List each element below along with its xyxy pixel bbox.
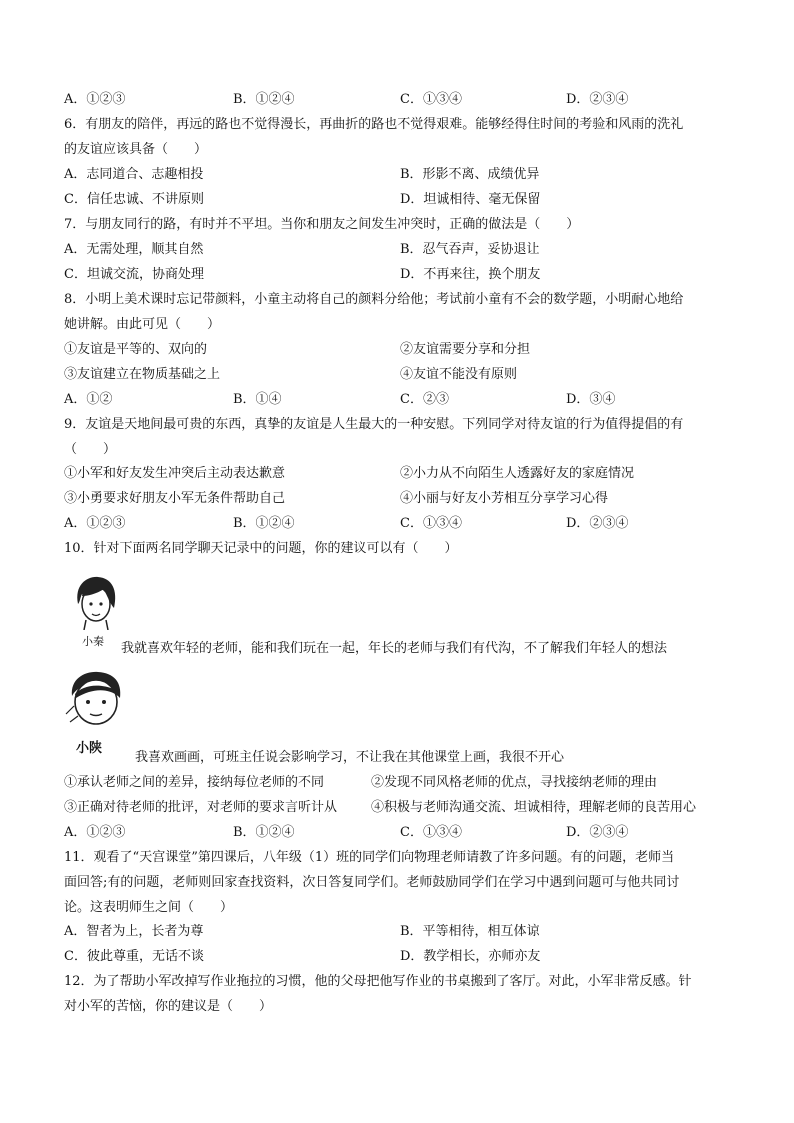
q11-option-d: D．教学相长，亦师亦友: [400, 949, 541, 964]
q7-option-a: A．无需处理，顺其自然: [64, 242, 204, 257]
q11-stem-line1: 11．观看了“天宫课堂”第四课后，八年级（1）班的同学们向物理老师请教了许多问题。有的问题，老师当: [64, 850, 675, 865]
q9-item-3: ③小勇要求好朋友小军无条件帮助自己: [64, 491, 286, 506]
prev-option-a: A．①②③: [64, 92, 126, 107]
girl-avatar-icon: [70, 574, 120, 630]
q7-option-b: B．忍气吞声，妥协退让: [400, 242, 540, 257]
q6-stem-line2: 的友谊应该具备（ ）: [64, 142, 208, 157]
speaker-name-xiaoshan: 小陕: [76, 741, 103, 756]
boy-avatar-icon: [62, 670, 130, 732]
q8-option-b: B．①④: [233, 392, 282, 407]
q8-item-1: ①友谊是平等的、双向的: [64, 342, 208, 357]
q11-option-b: B．平等相待，相互体谅: [400, 924, 540, 939]
q11-stem-line3: 论。这表明师生之间（ ）: [64, 900, 234, 915]
q8-item-4: ④友谊不能没有原则: [400, 367, 518, 382]
q8-stem-line1: 8．小明上美术课时忘记带颜料，小童主动将自己的颜料分给他；考试前小童有不会的数学题，小明耐心地给: [64, 292, 684, 307]
q11-option-c: C．彼此尊重，无话不谈: [64, 949, 204, 964]
q9-option-b: B．①②④: [233, 516, 295, 531]
q8-option-c: C．②③: [400, 392, 449, 407]
q10-option-d: D．②③④: [566, 825, 629, 840]
q7-stem: 7．与朋友同行的路，有时并不平坦。当你和朋友之间发生冲突时，正确的做法是（ ）: [64, 217, 580, 232]
q6-option-c: C．信任忠诚、不讲原则: [64, 192, 204, 207]
speaker-name-xiaoqin: 小秦: [82, 635, 104, 648]
chat-message-xiaoshan: 我喜欢画画，可班主任说会影响学习，不让我在其他课堂上画，我很不开心: [135, 750, 565, 765]
q9-stem-line1: 9．友谊是天地间最可贵的东西，真挚的友谊是人生最大的一种安慰。下列同学对待友谊的行为值得提倡的有: [64, 417, 684, 432]
q10-stem: 10．针对下面两名同学聊天记录中的问题，你的建议可以有（ ）: [64, 541, 458, 556]
q9-option-c: C．①③④: [400, 516, 462, 531]
q9-item-2: ②小力从不向陌生人透露好友的家庭情况: [400, 466, 635, 481]
q9-option-a: A．①②③: [64, 516, 126, 531]
prev-option-c: C．①③④: [400, 92, 462, 107]
q7-option-c: C．坦诚交流，协商处理: [64, 267, 204, 282]
q6-stem-line1: 6．有朋友的陪伴，再远的路也不觉得漫长，再曲折的路也不觉得艰难。能够经得住时间的考验和风雨的洗礼: [64, 117, 684, 132]
prev-option-b: B．①②④: [233, 92, 295, 107]
q9-item-1: ①小军和好友发生冲突后主动表达歉意: [64, 466, 286, 481]
q12-stem-line2: 对小军的苦恼，你的建议是（ ）: [64, 999, 273, 1014]
q10-item-1: ①承认老师之间的差异，接纳每位老师的不同: [64, 775, 325, 790]
q10-item-4: ④积极与老师沟通交流、坦诚相待，理解老师的良苦用心: [371, 800, 697, 815]
q12-stem-line1: 12．为了帮助小军改掉写作业拖拉的习惯，他的父母把他写作业的书桌搬到了客厅。对此，小军非常反感。针: [64, 974, 692, 989]
q7-option-d: D．不再来往，换个朋友: [400, 267, 541, 282]
q11-stem-line2: 面回答;有的问题，老师则回家查找资料，次日答复同学们。老师鼓励同学们在学习中遇到问题可与他共同讨: [64, 875, 680, 890]
q10-item-3: ③正确对待老师的批评，对老师的要求言听计从: [64, 800, 338, 815]
q8-option-d: D．③④: [566, 392, 616, 407]
q6-option-d: D．坦诚相待、毫无保留: [400, 192, 541, 207]
q8-item-2: ②友谊需要分享和分担: [400, 342, 531, 357]
q10-option-b: B．①②④: [233, 825, 295, 840]
q10-option-a: A．①②③: [64, 825, 126, 840]
q8-option-a: A．①②: [64, 392, 113, 407]
q9-item-4: ④小丽与好友小芳相互分享学习心得: [400, 491, 609, 506]
q8-item-3: ③友谊建立在物质基础之上: [64, 367, 221, 382]
q10-item-2: ②发现不同风格老师的优点，寻找接纳老师的理由: [371, 775, 658, 790]
q11-option-a: A．智者为上，长者为尊: [64, 924, 204, 939]
q6-option-a: A．志同道合、志趣相投: [64, 167, 204, 182]
q9-option-d: D．②③④: [566, 516, 629, 531]
prev-option-d: D．②③④: [566, 92, 629, 107]
q8-stem-line2: 她讲解。由此可见（ ）: [64, 317, 221, 332]
q9-stem-line2: （ ）: [64, 442, 117, 457]
q6-option-b: B．形影不离、成绩优异: [400, 167, 540, 182]
q10-option-c: C．①③④: [400, 825, 462, 840]
chat-message-xiaoqin: 我就喜欢年轻的老师，能和我们玩在一起，年长的老师与我们有代沟，不了解我们年轻人的想法: [121, 641, 668, 656]
